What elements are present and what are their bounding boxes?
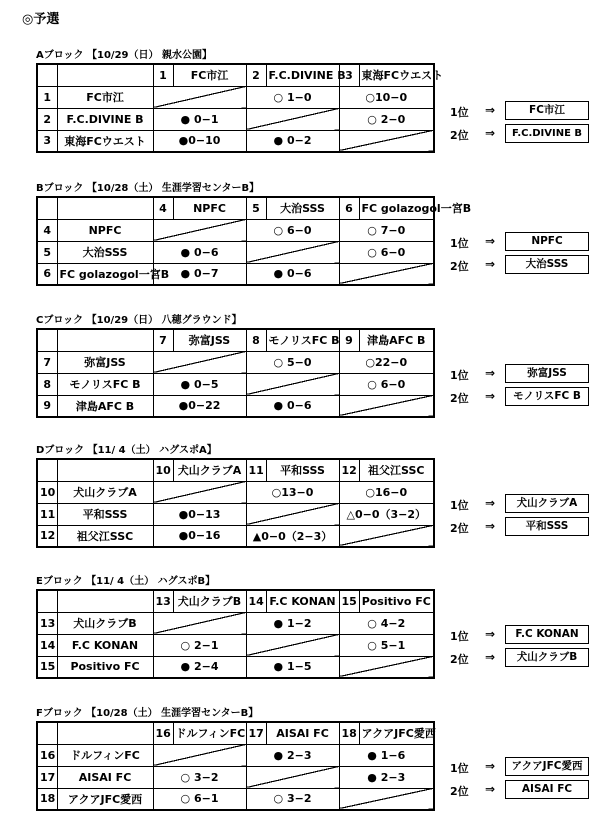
rank-row-2 xyxy=(450,780,590,800)
page-title: ◎予選 xyxy=(22,12,60,27)
col-team-name: アクアJFC愛西 xyxy=(359,722,434,744)
row-team-num: 1 xyxy=(37,86,57,108)
result-cell: ● 1−5 xyxy=(246,656,339,678)
result-cell: ▲0−0（2−3） xyxy=(246,525,339,547)
row-team-name: Positivo FC xyxy=(57,656,153,678)
col-team-num: 2 xyxy=(246,64,266,86)
diagonal-cell xyxy=(339,395,434,417)
col-team-num: 8 xyxy=(246,329,266,351)
rank-row-1 xyxy=(450,757,590,777)
header-row xyxy=(37,197,434,219)
row-team-name: NPFC xyxy=(57,219,153,241)
rank-team-box: 大治SSS xyxy=(505,255,589,274)
row-team-num: 14 xyxy=(37,634,57,656)
result-cell: ○ 6−0 xyxy=(339,373,434,395)
result-cell: ○16−0 xyxy=(339,481,434,503)
col-team-name: 津島AFC B xyxy=(359,329,434,351)
col-team-num: 16 xyxy=(153,722,173,744)
block-header: Aブロック 【10/29（日） 親水公園】 xyxy=(36,50,212,61)
col-team-name: 犬山クラブB xyxy=(173,590,246,612)
col-team-name: 大治SSS xyxy=(266,197,339,219)
rank-row-2 xyxy=(450,387,590,407)
header-row xyxy=(37,722,434,744)
row-team-name: F.C KONAN xyxy=(57,634,153,656)
row-team-num: 13 xyxy=(37,612,57,634)
row-team-num: 10 xyxy=(37,481,57,503)
table-row xyxy=(37,503,434,525)
header-row xyxy=(37,329,434,351)
col-team-name: ドルフィンFC xyxy=(173,722,246,744)
result-cell: ○ 5−1 xyxy=(339,634,434,656)
block-2 xyxy=(0,179,600,304)
block-1 xyxy=(0,46,600,171)
diagonal-cell xyxy=(153,219,246,241)
rank-team-box: FC市江 xyxy=(505,101,589,120)
col-team-name: F.C.DIVINE B xyxy=(266,64,339,86)
block-header: Cブロック 【10/29（日） 八穂グラウンド】 xyxy=(36,315,242,326)
league-table xyxy=(36,589,435,679)
block-5 xyxy=(0,572,600,697)
col-team-num: 12 xyxy=(339,459,359,481)
rank-row-2 xyxy=(450,255,590,275)
rank-label: 2位 xyxy=(450,522,469,535)
table-row xyxy=(37,481,434,503)
arrow-icon: ⇒ xyxy=(485,650,496,664)
rank-row-1 xyxy=(450,232,590,252)
diagonal-cell xyxy=(153,744,246,766)
row-team-num: 8 xyxy=(37,373,57,395)
rank-label: 2位 xyxy=(450,129,469,142)
rank-label: 1位 xyxy=(450,499,469,512)
table-row xyxy=(37,108,434,130)
result-cell: ○ 2−0 xyxy=(339,108,434,130)
block-header: Bブロック 【10/28（土） 生涯学習センターB】 xyxy=(36,183,260,194)
rank-label: 1位 xyxy=(450,630,469,643)
col-team-name: AISAI FC xyxy=(266,722,339,744)
result-cell: ●0−10 xyxy=(153,130,246,152)
result-cell: ● 0−5 xyxy=(153,373,246,395)
result-cell: ● 0−7 xyxy=(153,263,246,285)
rank-label: 1位 xyxy=(450,237,469,250)
rank-row-1 xyxy=(450,364,590,384)
rank-row-1 xyxy=(450,494,590,514)
arrow-icon: ⇒ xyxy=(485,782,496,796)
result-cell: ○ 3−2 xyxy=(246,788,339,810)
rank-label: 1位 xyxy=(450,369,469,382)
table-row xyxy=(37,130,434,152)
result-cell: ● 1−6 xyxy=(339,744,434,766)
arrow-icon: ⇒ xyxy=(485,759,496,773)
col-team-num: 5 xyxy=(246,197,266,219)
row-team-name: 東海FCウエスト xyxy=(57,130,153,152)
col-team-name: FC市江 xyxy=(173,64,246,86)
diagonal-cell xyxy=(246,766,339,788)
table-row xyxy=(37,86,434,108)
diagonal-cell xyxy=(153,612,246,634)
table-row xyxy=(37,351,434,373)
result-cell: ● 0−1 xyxy=(153,108,246,130)
rank-row-2 xyxy=(450,124,590,144)
diagonal-cell xyxy=(246,503,339,525)
table-row xyxy=(37,525,434,547)
table-row xyxy=(37,612,434,634)
league-table xyxy=(36,63,444,153)
rank-label: 2位 xyxy=(450,653,469,666)
league-table xyxy=(36,721,435,811)
rank-team-box: F.C.DIVINE B xyxy=(505,124,589,143)
diagonal-cell xyxy=(153,481,246,503)
row-team-name: モノリスFC B xyxy=(57,373,153,395)
diagonal-cell xyxy=(339,788,434,810)
rank-team-box: 犬山クラブB xyxy=(505,648,589,667)
arrow-icon: ⇒ xyxy=(485,627,496,641)
col-team-name: 平和SSS xyxy=(266,459,339,481)
result-cell: ●0−13 xyxy=(153,503,246,525)
table-row xyxy=(37,744,434,766)
col-team-num: 4 xyxy=(153,197,173,219)
rank-team-box: 弥富JSS xyxy=(505,364,589,383)
col-team-num: 17 xyxy=(246,722,266,744)
row-team-num: 17 xyxy=(37,766,57,788)
result-cell: ○10−0 xyxy=(339,86,434,108)
row-team-num: 9 xyxy=(37,395,57,417)
col-team-name: Positivo FC xyxy=(359,590,434,612)
row-team-name: 大治SSS xyxy=(57,241,153,263)
row-team-name: FC golazogol一宮B xyxy=(57,263,153,285)
block-header: Dブロック 【11/ 4（土） ハグスポA】 xyxy=(36,445,217,456)
diagonal-cell xyxy=(153,86,246,108)
result-cell: ○ 4−2 xyxy=(339,612,434,634)
rank-team-box: AISAI FC xyxy=(505,780,589,799)
rank-row-2 xyxy=(450,517,590,537)
result-cell: ●0−16 xyxy=(153,525,246,547)
diagonal-cell xyxy=(339,656,434,678)
diagonal-cell xyxy=(246,108,339,130)
block-3 xyxy=(0,311,600,436)
row-team-name: 津島AFC B xyxy=(57,395,153,417)
block-header: Eブロック 【11/ 4（土） ハグスポB】 xyxy=(36,576,216,587)
col-team-name: NPFC xyxy=(173,197,246,219)
col-team-num: 6 xyxy=(339,197,359,219)
result-cell: ○13−0 xyxy=(246,481,339,503)
row-team-name: 犬山クラブA xyxy=(57,481,153,503)
arrow-icon: ⇒ xyxy=(485,257,496,271)
diagonal-cell xyxy=(246,373,339,395)
result-cell: ○ 6−0 xyxy=(246,219,339,241)
result-cell: ● 0−2 xyxy=(246,130,339,152)
col-team-num: 3 xyxy=(339,64,359,86)
diagonal-cell xyxy=(339,130,434,152)
diagonal-cell xyxy=(246,634,339,656)
table-row xyxy=(37,788,434,810)
result-cell: △0−0（3−2） xyxy=(339,503,434,525)
table-row xyxy=(37,219,434,241)
result-cell: ○ 6−1 xyxy=(153,788,246,810)
rank-row-1 xyxy=(450,101,590,121)
row-team-num: 12 xyxy=(37,525,57,547)
result-cell: ● 0−6 xyxy=(246,263,339,285)
table-row xyxy=(37,766,434,788)
row-team-name: アクアJFC愛西 xyxy=(57,788,153,810)
result-cell: ● 2−4 xyxy=(153,656,246,678)
col-team-name: FC golazogol一宮B xyxy=(359,197,434,219)
arrow-icon: ⇒ xyxy=(485,389,496,403)
col-team-name: 祖父江SSC xyxy=(359,459,434,481)
col-team-num: 13 xyxy=(153,590,173,612)
league-table xyxy=(36,328,435,418)
col-team-num: 1 xyxy=(153,64,173,86)
result-cell: ○ 2−1 xyxy=(153,634,246,656)
rank-label: 2位 xyxy=(450,260,469,273)
arrow-icon: ⇒ xyxy=(485,366,496,380)
row-team-num: 4 xyxy=(37,219,57,241)
result-cell: ● 0−6 xyxy=(153,241,246,263)
table-row xyxy=(37,263,434,285)
arrow-icon: ⇒ xyxy=(485,126,496,140)
diagonal-cell xyxy=(246,241,339,263)
diagonal-cell xyxy=(339,263,434,285)
result-cell: ○ 1−0 xyxy=(246,86,339,108)
result-cell: ○ 7−0 xyxy=(339,219,434,241)
col-team-num: 11 xyxy=(246,459,266,481)
row-team-num: 2 xyxy=(37,108,57,130)
block-header: Fブロック 【10/28（土） 生涯学習センターB】 xyxy=(36,708,259,719)
rank-team-box: F.C KONAN xyxy=(505,625,589,644)
row-team-name: 犬山クラブB xyxy=(57,612,153,634)
rank-label: 2位 xyxy=(450,392,469,405)
result-cell: ● 2−3 xyxy=(339,766,434,788)
col-team-name: 弥富JSS xyxy=(173,329,246,351)
header-row xyxy=(37,459,434,481)
row-team-num: 18 xyxy=(37,788,57,810)
row-team-num: 11 xyxy=(37,503,57,525)
rank-row-1 xyxy=(450,625,590,645)
diagonal-cell xyxy=(153,351,246,373)
row-team-num: 3 xyxy=(37,130,57,152)
block-6 xyxy=(0,704,600,829)
rank-label: 2位 xyxy=(450,785,469,798)
table-row xyxy=(37,634,434,656)
arrow-icon: ⇒ xyxy=(485,496,496,510)
arrow-icon: ⇒ xyxy=(485,234,496,248)
row-team-name: 祖父江SSC xyxy=(57,525,153,547)
result-cell: ○22−0 xyxy=(339,351,434,373)
result-cell: ●0−22 xyxy=(153,395,246,417)
row-team-num: 6 xyxy=(37,263,57,285)
col-team-num: 7 xyxy=(153,329,173,351)
row-team-num: 16 xyxy=(37,744,57,766)
col-team-num: 10 xyxy=(153,459,173,481)
rank-label: 1位 xyxy=(450,762,469,775)
result-cell: ○ 5−0 xyxy=(246,351,339,373)
result-cell: ○ 3−2 xyxy=(153,766,246,788)
header-row xyxy=(37,64,434,86)
col-team-num: 14 xyxy=(246,590,266,612)
result-cell: ● 2−3 xyxy=(246,744,339,766)
row-team-name: ドルフィンFC xyxy=(57,744,153,766)
rank-team-box: アクアJFC愛西 xyxy=(505,757,589,776)
col-team-name: 犬山クラブA xyxy=(173,459,246,481)
rank-team-box: NPFC xyxy=(505,232,589,251)
col-team-num: 15 xyxy=(339,590,359,612)
col-team-num: 9 xyxy=(339,329,359,351)
arrow-icon: ⇒ xyxy=(485,103,496,117)
rank-team-box: 犬山クラブA xyxy=(505,494,589,513)
arrow-icon: ⇒ xyxy=(485,519,496,533)
rank-row-2 xyxy=(450,648,590,668)
col-team-name: 東海FCウエスト xyxy=(359,64,434,86)
result-cell: ○ 6−0 xyxy=(339,241,434,263)
table-row xyxy=(37,395,434,417)
row-team-name: 平和SSS xyxy=(57,503,153,525)
table-row xyxy=(37,656,434,678)
league-table xyxy=(36,458,435,548)
block-4 xyxy=(0,441,600,566)
row-team-num: 7 xyxy=(37,351,57,373)
row-team-name: 弥富JSS xyxy=(57,351,153,373)
row-team-name: FC市江 xyxy=(57,86,153,108)
col-team-name: F.C KONAN xyxy=(266,590,339,612)
row-team-name: AISAI FC xyxy=(57,766,153,788)
row-team-num: 15 xyxy=(37,656,57,678)
diagonal-cell xyxy=(339,525,434,547)
table-row xyxy=(37,241,434,263)
row-team-name: F.C.DIVINE B xyxy=(57,108,153,130)
rank-label: 1位 xyxy=(450,106,469,119)
col-team-num: 18 xyxy=(339,722,359,744)
result-cell: ● 1−2 xyxy=(246,612,339,634)
header-row xyxy=(37,590,434,612)
rank-team-box: モノリスFC B xyxy=(505,387,589,406)
result-cell: ● 0−6 xyxy=(246,395,339,417)
table-row xyxy=(37,373,434,395)
col-team-name: モノリスFC B xyxy=(266,329,339,351)
rank-team-box: 平和SSS xyxy=(505,517,589,536)
row-team-num: 5 xyxy=(37,241,57,263)
